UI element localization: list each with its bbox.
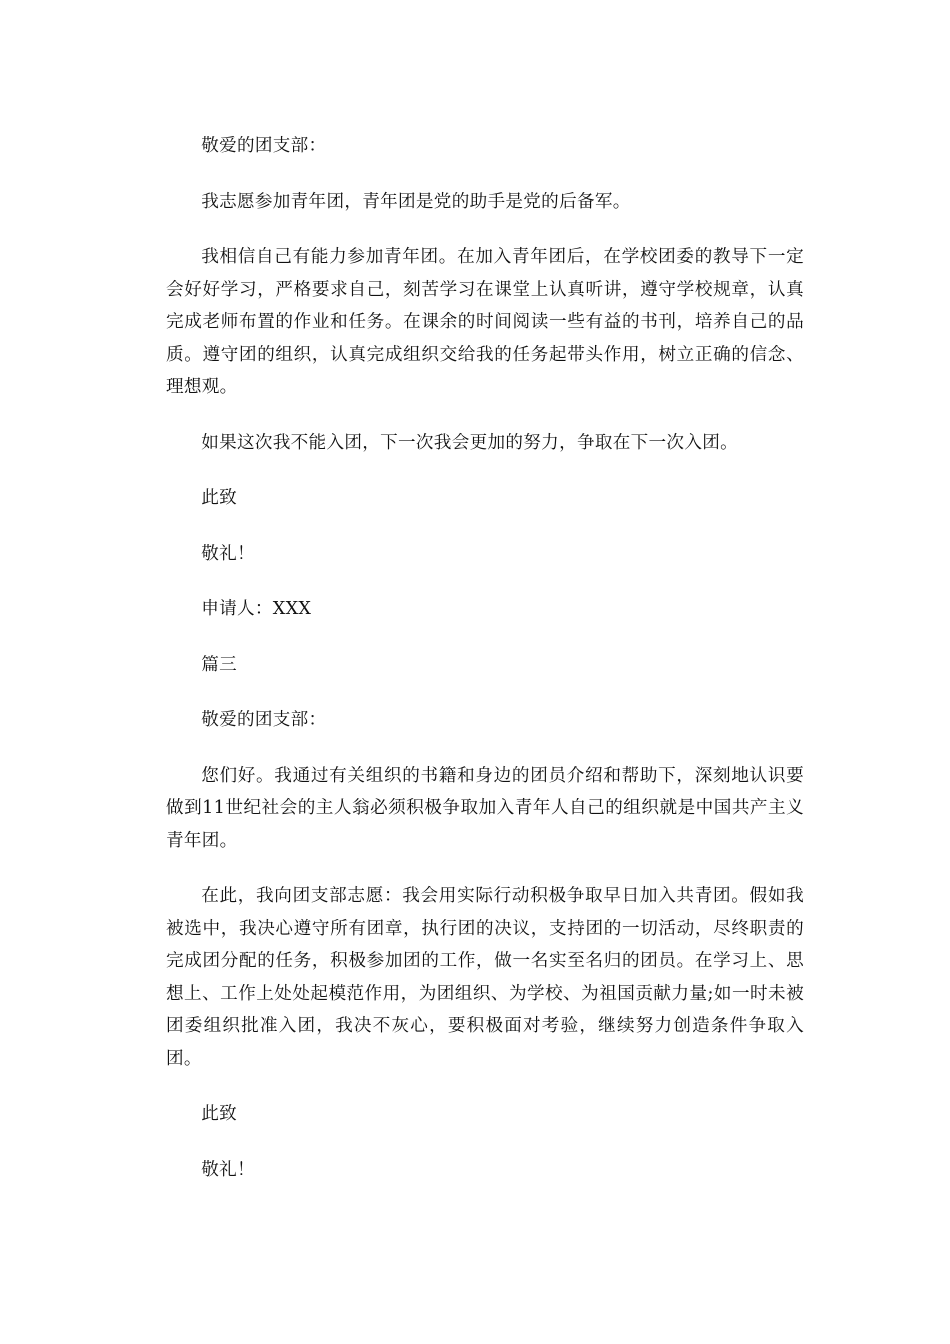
closing-salute-2: 敬礼！ <box>201 1159 255 1180</box>
paragraph-intent: 我志愿参加青年团，青年团是党的助手是党的后备军。 <box>201 191 631 212</box>
salutation: 敬爱的团支部： <box>201 136 327 156</box>
paragraph-effort: 如果这次我不能入团，下一次我会更加的努力，争取在下一次入团。 <box>201 432 739 453</box>
applicant-signature: 申请人：XXX <box>201 599 312 619</box>
paragraph-greeting: 您们好。我通过有关组织的书籍和身边的团员介绍和帮助下，深刻地认识要做到11世纪社会的主人翁必须积极争取加入青年人自己的组织就是中国共产主义青年团。 <box>166 765 804 851</box>
salutation-2: 敬爱的团支部： <box>201 710 327 730</box>
section-heading: 篇三 <box>201 654 237 675</box>
paragraph-commitment: 我相信自己有能力参加青年团。在加入青年团后，在学校团委的教导下一定会好好学习，严格要求自己，刻苦学习在课堂上认真听讲，遵守学校规章，认真完成老师布置的作业和任务。在课余的时间阅读一些有益的书刊，培养自己的品质。遵守团的组织，认真完成组织交给我的任务起带头作用，树立正确的信念、理想观。 <box>166 247 804 397</box>
paragraph-pledge: 在此，我向团支部志愿：我会用实际行动积极争取早日加入共青团。假如我被选中，我决心遵守所有团章，执行团的决议，支持团的一切活动，尽终职责的完成团分配的任务，积极参加团的工作，做一名实至名归的团员。在学习上、思想上、工作上处处起模范作用，为团组织、为学校、为祖国贡献力量;如一时未被团委组织批准入团，我决不灰心，要积极面对考验，继续努力创造条件争取入团。 <box>166 886 804 1069</box>
closing-line-2: 此致 <box>201 1104 237 1124</box>
closing-line: 此致 <box>201 488 237 508</box>
document-body <box>166 130 804 1209</box>
closing-salute: 敬礼！ <box>201 543 255 564</box>
